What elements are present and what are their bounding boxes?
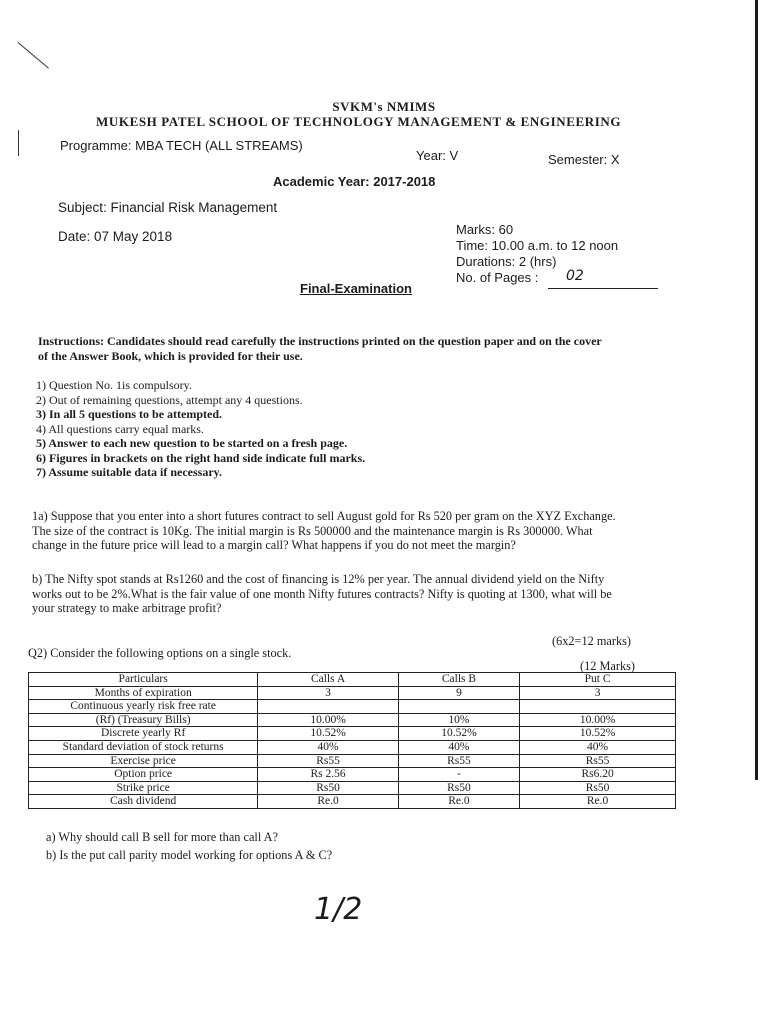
table-cell: Continuous yearly risk free rate [29, 700, 258, 714]
table-cell: 40% [520, 740, 676, 754]
q1a-line: change in the future price will lead to a margin call? What happens if you do not meet the margin? [32, 538, 516, 553]
table-cell: Rs55 [520, 754, 676, 768]
instruction-item: 1) Question No. 1is compulsory. [36, 378, 192, 392]
table-row [29, 727, 676, 741]
school-name: MUKESH PATEL SCHOOL OF TECHNOLOGY MANAGEMENT & ENGINEERING [96, 114, 622, 129]
instructions-lead-2: of the Answer Book, which is provided for their use. [38, 349, 303, 363]
table-cell: 9 [398, 686, 519, 700]
org-name: SVKM's NMIMS [332, 99, 436, 114]
table-row [29, 713, 676, 727]
q2-sub-a: a) Why should call B sell for more than call A? [46, 830, 278, 844]
table-cell: Rs50 [258, 781, 399, 795]
table-cell: Rs50 [520, 781, 676, 795]
semester: Semester: X [548, 152, 620, 167]
q1b-line: your strategy to make arbitrage profit? [32, 601, 222, 616]
instruction-item: 3) In all 5 questions to be attempted. [36, 407, 223, 421]
table-cell: Re.0 [520, 795, 676, 809]
year: Year: V [416, 148, 459, 163]
table-cell: 40% [258, 740, 399, 754]
table-cell: Rs55 [258, 754, 399, 768]
scan-right-edge [755, 0, 758, 780]
table-cell [398, 700, 519, 714]
table-cell: Rs 2.56 [258, 768, 399, 782]
table-header-row [29, 673, 676, 687]
exam-time: Time: 10.00 a.m. to 12 noon [456, 238, 619, 253]
q2-marks: (12 Marks) [580, 659, 635, 673]
pages-label: No. of Pages : [456, 270, 539, 285]
instruction-item: 5) Answer to each new question to be started on a fresh page. [36, 436, 348, 450]
q1b-line: works out to be 2%.What is the fair value of one month Nifty futures contracts? Nifty is quoting at 1300, what will be [32, 586, 612, 601]
q1-marks: (6x2=12 marks) [552, 634, 631, 648]
instructions-lead: Instructions: Candidates should read carefully the instructions printed on the question paper and on the cover [38, 334, 602, 348]
instruction-item: 7) Assume suitable data if necessary. [36, 465, 222, 479]
table-cell: Cash dividend [29, 795, 258, 809]
academic-year: Academic Year: 2017-2018 [273, 174, 436, 189]
table-row [29, 795, 676, 809]
table-cell: Rs55 [398, 754, 519, 768]
q1b-line: b) The Nifty spot stands at Rs1260 and the cost of financing is 12% per year. The annual dividend yield on the Nifty [32, 572, 605, 586]
table-cell: Rs6.20 [520, 768, 676, 782]
table-cell: 10.00% [520, 713, 676, 727]
table-cell: 10.52% [520, 727, 676, 741]
table-header-cell: Calls A [258, 673, 399, 687]
table-cell: Discrete yearly Rf [29, 727, 258, 741]
table-cell [258, 700, 399, 714]
table-cell: Exercise price [29, 754, 258, 768]
exam-title: Final-Examination [300, 281, 412, 296]
table-header-cell: Calls B [398, 673, 519, 687]
table-cell: 3 [520, 686, 676, 700]
scan-mark-top-left [18, 42, 49, 68]
q1b [32, 572, 612, 616]
instruction-item: 6) Figures in brackets on the right hand side indicate full marks. [36, 450, 366, 465]
scan-mark-left-edge [18, 130, 19, 156]
q1a-line: The size of the contract is 10Kg. The initial margin is Rs 500000 and the maintenance margin is Rs 300000. What [32, 523, 593, 538]
duration: Durations: 2 (hrs) [456, 254, 557, 269]
pages-value: 02 [566, 268, 584, 284]
table-cell: 40% [398, 740, 519, 754]
marks: Marks: 60 [456, 222, 514, 237]
table-row [29, 768, 676, 782]
table-cell: 10.52% [258, 727, 399, 741]
options-table [28, 672, 676, 809]
instruction-item: 4) All questions carry equal marks. [36, 421, 204, 436]
q2-sub-b: b) Is the put call parity model working for options A & C? [46, 848, 333, 862]
table-cell: 10% [398, 713, 519, 727]
table-cell: Months of expiration [29, 686, 258, 700]
table-cell: 3 [258, 686, 399, 700]
programme: Programme: MBA TECH (ALL STREAMS) [60, 138, 303, 153]
page-marker: 1/2 [314, 892, 363, 927]
table-cell: Option price [29, 768, 258, 782]
table-cell: - [398, 768, 519, 782]
table-row [29, 781, 676, 795]
table-cell: Re.0 [398, 795, 519, 809]
table-cell: 10.00% [258, 713, 399, 727]
table-cell: Strike price [29, 781, 258, 795]
q2-text: Q2) Consider the following options on a single stock. [28, 646, 292, 660]
table-cell: (Rf) (Treasury Bills) [29, 713, 258, 727]
pages-underline [548, 288, 658, 289]
table-cell [520, 700, 676, 714]
instruction-list [36, 378, 365, 480]
table-row [29, 700, 676, 714]
q1a-line: 1a) Suppose that you enter into a short futures contract to sell August gold for Rs 520 per gram on the XYZ Exchange. [32, 509, 616, 523]
table-cell: Rs50 [398, 781, 519, 795]
table-cell: Standard deviation of stock returns [29, 740, 258, 754]
instruction-item: 2) Out of remaining questions, attempt any 4 questions. [36, 392, 303, 407]
table-cell: 10.52% [398, 727, 519, 741]
table-row [29, 740, 676, 754]
table-row [29, 686, 676, 700]
table-header-cell: Put C [520, 673, 676, 687]
exam-date: Date: 07 May 2018 [58, 229, 173, 244]
table-cell: Re.0 [258, 795, 399, 809]
table-row [29, 754, 676, 768]
subject: Subject: Financial Risk Management [58, 200, 278, 215]
q1a [32, 509, 616, 553]
table-header-cell: Particulars [29, 673, 258, 687]
